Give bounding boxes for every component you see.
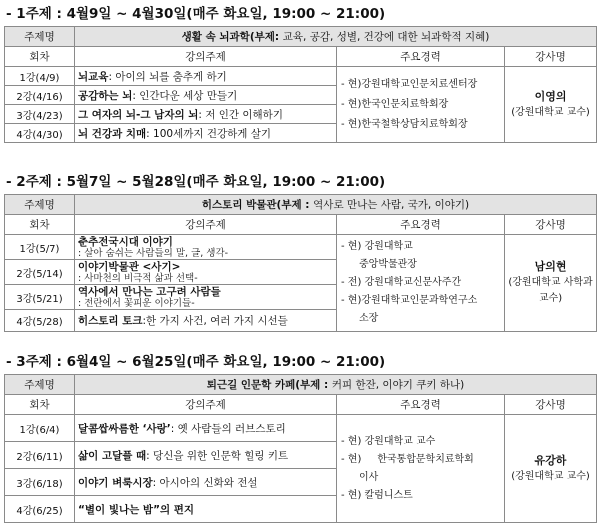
col-topic: 강의주제 <box>75 47 337 67</box>
theme-2-table <box>4 194 597 332</box>
career-cell: - 현) 강원대학교 교수 - 현) 한국통합문학치료학회 이사 - 현) 칼럼니스트 <box>337 415 505 523</box>
career-cell: - 현) 강원대학교 중앙박물관장 - 전) 강원대학교신문사주간 - 현)강원대학교인문과학연구소 소장 <box>337 235 505 332</box>
career-cell: - 현)강원대학교인문치료센터장 - 현)한국인문치료학회장 - 현)한국철학상담치료학회장 <box>337 67 505 143</box>
topic-cell: 히스토리 토크:한 가지 사건, 여러 가지 시선들 <box>75 310 337 332</box>
theme-2-title-row <box>5 195 597 215</box>
session-cell: 4강(5/28) <box>5 310 75 332</box>
theme-2-column-header <box>5 215 597 235</box>
session-cell: 2강(4/16) <box>5 86 75 105</box>
lecturer-cell <box>505 415 597 523</box>
col-lecturer: 강사명 <box>505 395 597 415</box>
col-session: 회차 <box>5 395 75 415</box>
session-cell: 4강(6/25) <box>5 496 75 523</box>
theme-3-column-header <box>5 395 597 415</box>
theme-2-heading: - 2주제 : 5월7일 ~ 5월28일(매주 화요일, 19:00 ~ 21:00) <box>6 174 386 190</box>
session-cell: 3강(5/21) <box>5 285 75 310</box>
topic-cell: 공감하는 뇌: 인간다운 세상 만들기 <box>75 86 337 105</box>
col-career: 주요경력 <box>337 395 505 415</box>
lecturer-name: 유강하 <box>534 453 567 467</box>
lecturer-cell <box>505 67 597 143</box>
theme-3-table <box>4 374 597 523</box>
table-row <box>5 235 597 260</box>
col-lecturer: 강사명 <box>505 47 597 67</box>
topic-cell: 역사에서 만나는 고구려 사람들 : 전란에서 꽃피운 이야기들- <box>75 285 337 310</box>
theme-3-section <box>4 350 596 523</box>
col-lecturer: 강사명 <box>505 215 597 235</box>
topic-cell: 그 여자의 뇌-그 남자의 뇌: 저 인간 이해하기 <box>75 105 337 124</box>
table-row <box>5 67 597 86</box>
theme-1-section <box>4 2 596 143</box>
theme-2-title: 히스토리 박물관(부제 : 역사로 만나는 사람, 국가, 이야기) <box>75 195 597 215</box>
lecturer-info: (강원대학교 교수) <box>511 470 590 482</box>
lecturer-name: 남의현 <box>534 260 567 273</box>
session-cell: 1강(5/7) <box>5 235 75 260</box>
table-row <box>5 415 597 442</box>
topic-cell: 뇌교육: 아이의 뇌를 춤추게 하기 <box>75 67 337 86</box>
topic-cell: 이야기박물관 <사기> : 사마천의 비극적 삶과 선택- <box>75 260 337 285</box>
session-cell: 3강(6/18) <box>5 469 75 496</box>
lecturer-info: (강원대학교 사학과 교수) <box>508 277 593 304</box>
lecturer-info: (강원대학교 교수) <box>511 106 590 118</box>
theme-label: 주제명 <box>5 195 75 215</box>
lecturer-cell <box>505 235 597 332</box>
theme-1-title: 생활 속 뇌과학(부제: 교육, 공감, 성별, 건강에 대한 뇌과학적 지혜) <box>75 27 597 47</box>
theme-1-table <box>4 26 597 143</box>
topic-cell: 이야기 벼룩시장: 아시아의 신화와 전설 <box>75 469 337 496</box>
topic-cell: 달콤쌉싸름한 ‘사랑’: 옛 사람들의 러브스토리 <box>75 415 337 442</box>
col-topic: 강의주제 <box>75 395 337 415</box>
theme-3-title-row <box>5 375 597 395</box>
lecturer-name: 이영의 <box>534 89 567 103</box>
session-cell: 4강(4/30) <box>5 124 75 143</box>
session-cell: 1강(6/4) <box>5 415 75 442</box>
theme-2-section <box>4 170 596 332</box>
session-cell: 3강(4/23) <box>5 105 75 124</box>
session-cell: 2강(6/11) <box>5 442 75 469</box>
theme-3-title: 퇴근길 인문학 카페(부제 : 커피 한잔, 이야기 쿠키 하나) <box>75 375 597 395</box>
col-topic: 강의주제 <box>75 215 337 235</box>
topic-cell: “별이 빛나는 밤”의 편지 <box>75 496 337 523</box>
topic-cell: 뇌 건강과 치매: 100세까지 건강하게 살기 <box>75 124 337 143</box>
col-session: 회차 <box>5 47 75 67</box>
theme-1-column-header <box>5 47 597 67</box>
theme-3-heading: - 3주제 : 6월4일 ~ 6월25일(매주 화요일, 19:00 ~ 21:00) <box>6 354 386 370</box>
session-cell: 1강(4/9) <box>5 67 75 86</box>
col-career: 주요경력 <box>337 47 505 67</box>
topic-cell: 춘추전국시대 이야기 : 살아 숨쉬는 사람들의 말, 글, 생각- <box>75 235 337 260</box>
col-career: 주요경력 <box>337 215 505 235</box>
col-session: 회차 <box>5 215 75 235</box>
session-cell: 2강(5/14) <box>5 260 75 285</box>
theme-label: 주제명 <box>5 27 75 47</box>
topic-cell: 삶이 고달플 때: 당신을 위한 인문학 힐링 키트 <box>75 442 337 469</box>
theme-1-title-row <box>5 27 597 47</box>
theme-label: 주제명 <box>5 375 75 395</box>
theme-1-heading: - 1주제 : 4월9일 ~ 4월30일(매주 화요일, 19:00 ~ 21:00) <box>6 6 386 22</box>
